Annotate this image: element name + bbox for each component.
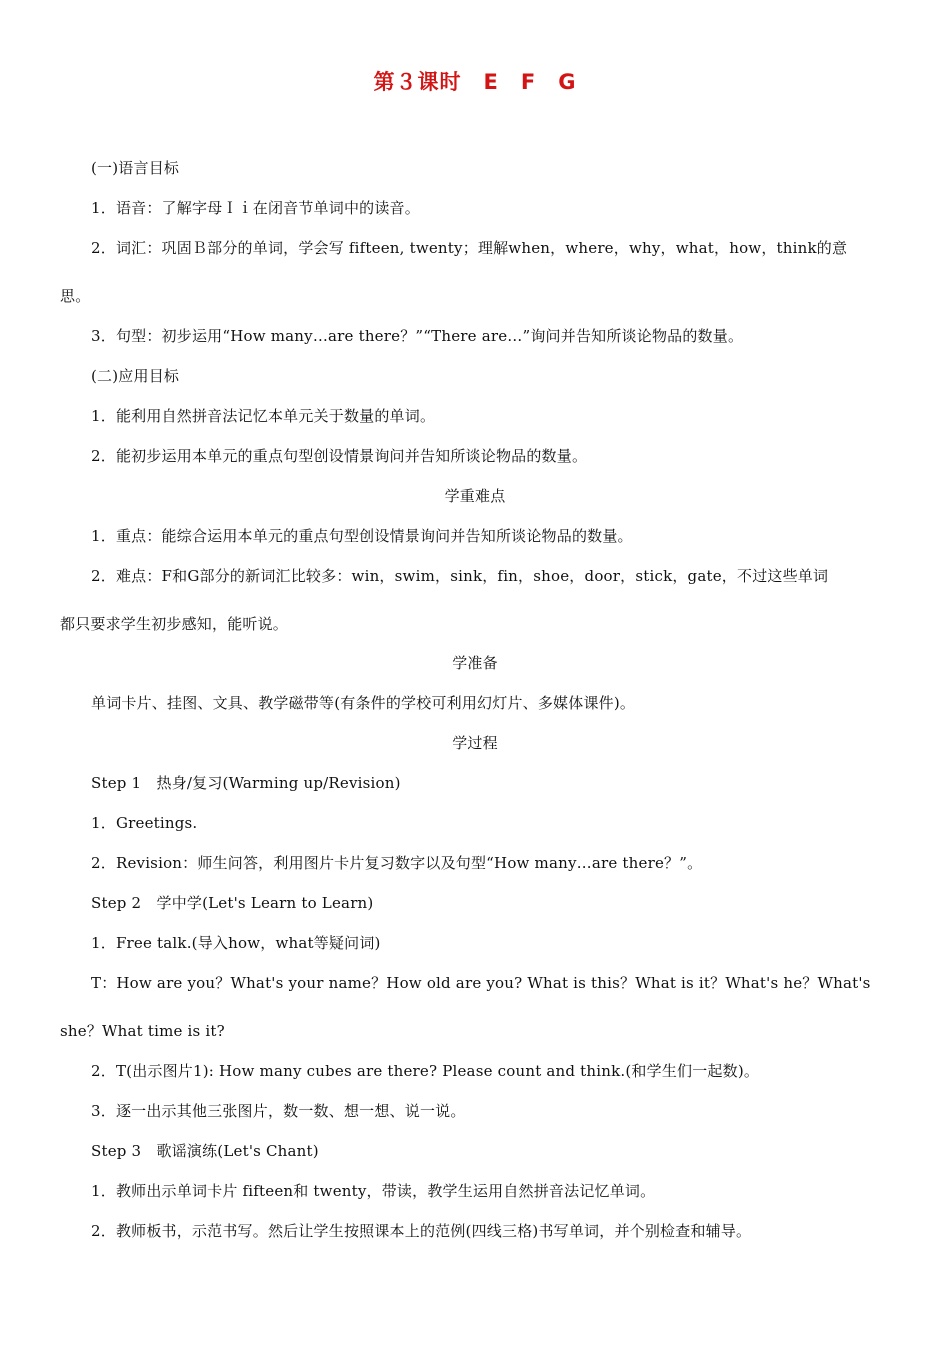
paragraph-application-2: 2．能初步运用本单元的重点句型创设情景询问并告知所谈论物品的数量。 [91, 447, 588, 465]
step-3-item-2: 2．教师板书，示范书写。然后让学生按照课本上的范例(四线三格)书写单词，并个别检查和辅导。 [91, 1222, 752, 1240]
step-2-item-2: 2．T(出示图片1): How many cubes are there? Please count and think.(和学生们一起数)。 [91, 1062, 760, 1080]
step-1-item-2: 2．Revision：师生问答，利用图片卡片复习数字以及句型“How many…are there？”。 [91, 854, 703, 872]
step-3-heading: Step 3 歌谣演练(Let's Chant) [91, 1142, 319, 1160]
step-2-heading: Step 2 学中学(Let's Learn to Learn) [91, 894, 374, 912]
paragraph-vocabulary-continued: 思。 [60, 287, 91, 305]
page-title: 第３课时 E F G [373, 70, 577, 94]
paragraph-difficult-point: 2．难点：F和G部分的新词汇比较多：win，swim，sink，fin，shoe，door，stick，gate，不过这些单词 [91, 567, 829, 585]
step-2-dialogue: T：How are you？What's your name？How old are you? What is this？What is it？What's he？What's [91, 974, 871, 992]
step-2-item-1: 1．Free talk.(导入how，what等疑问词) [91, 934, 381, 952]
step-2-item-3: 3．逐一出示其他三张图片，数一数、想一想、说一说。 [91, 1102, 466, 1120]
paragraph-phonics: 1．语音：了解字母Ｉｉ在闭音节单词中的读音。 [91, 199, 420, 217]
paragraph-difficult-point-continued: 都只要求学生初步感知，能听说。 [60, 615, 289, 633]
step-2-dialogue-continued: she？What time is it? [60, 1022, 225, 1040]
paragraph-preparation: 单词卡片、挂图、文具、教学磁带等(有条件的学校可利用幻灯片、多媒体课件)。 [91, 694, 636, 712]
section-heading-key-points: 学重难点 [444, 487, 506, 505]
section-heading-application-goals: (二)应用目标 [91, 367, 180, 385]
step-1-heading: Step 1 热身/复习(Warming up/Revision) [91, 774, 401, 792]
paragraph-application-1: 1．能利用自然拼音法记忆本单元关于数量的单词。 [91, 407, 436, 425]
section-heading-language-goals: (一)语言目标 [91, 159, 180, 177]
section-heading-process: 学过程 [452, 734, 498, 752]
section-heading-preparation: 学准备 [452, 654, 498, 672]
paragraph-key-point: 1．重点：能综合运用本单元的重点句型创设情景询问并告知所谈论物品的数量。 [91, 527, 633, 545]
paragraph-sentence-patterns: 3．句型：初步运用“How many…are there？”“There are…”询问并告知所谈论物品的数量。 [91, 327, 744, 345]
paragraph-vocabulary: 2．词汇：巩固Ｂ部分的单词，学会写 fifteen, twenty；理解when，where，why，what，how，think的意 [91, 239, 848, 257]
step-3-item-1: 1．教师出示单词卡片 fifteen和 twenty，带读，教学生运用自然拼音法记忆单词。 [91, 1182, 656, 1200]
step-1-item-1: 1．Greetings. [91, 814, 198, 832]
